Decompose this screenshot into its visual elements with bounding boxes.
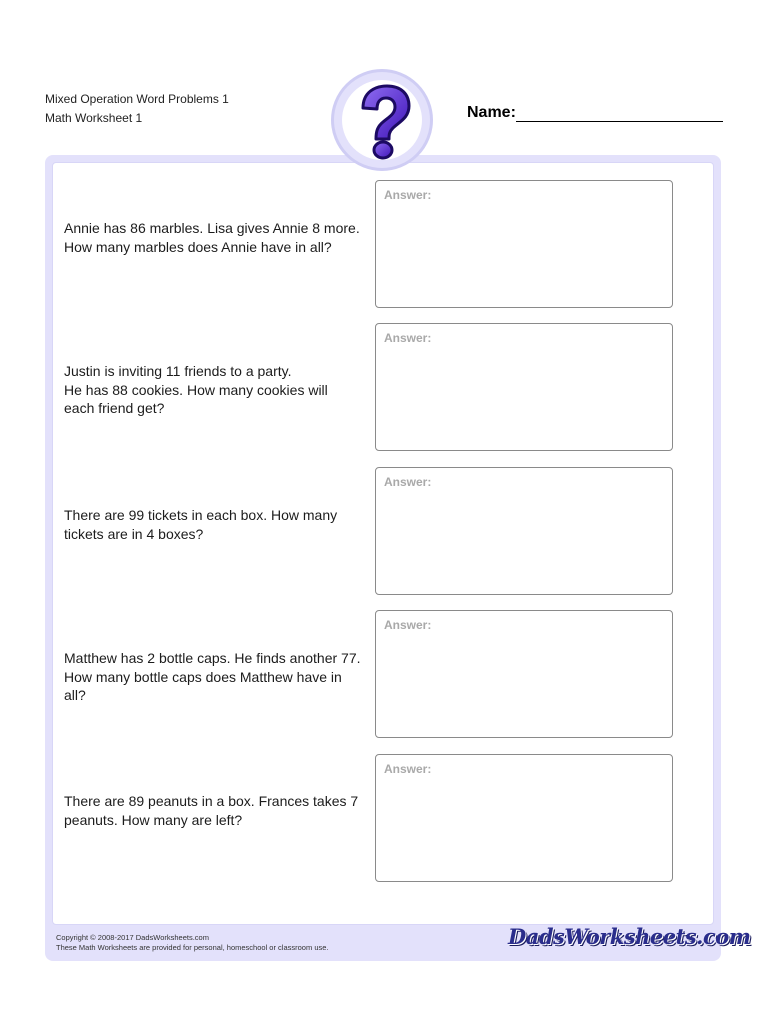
question-logo-badge <box>331 69 433 171</box>
problem-text: Justin is inviting 11 friends to a party. He has 88 cookies. How many cookies will each friend get? <box>64 363 328 416</box>
name-field[interactable] <box>516 121 723 122</box>
worksheet-subtitle: Math Worksheet 1 <box>45 111 143 125</box>
answer-label: Answer: <box>384 475 432 489</box>
copyright-text: Copyright © 2008-2017 DadsWorksheets.com <box>56 933 209 942</box>
answer-box[interactable] <box>375 610 673 738</box>
problem-text: Annie has 86 marbles. Lisa gives Annie 8 more. How many marbles does Annie have in all? <box>64 220 360 255</box>
answer-box[interactable] <box>375 180 673 308</box>
footer-copyright <box>56 933 329 953</box>
answer-label: Answer: <box>384 618 432 632</box>
question-mark-icon <box>349 82 419 162</box>
worksheet-header <box>45 90 229 128</box>
problem-text: There are 89 peanuts in a box. Frances takes 7 peanuts. How many are left? <box>64 793 359 828</box>
answer-box[interactable] <box>375 754 673 882</box>
answer-label: Answer: <box>384 762 432 776</box>
dadsworksheets-logo: DadsWorksheets.com <box>508 924 751 949</box>
problem-text: There are 99 tickets in each box. How many tickets are in 4 boxes? <box>64 507 338 542</box>
worksheet-title: Mixed Operation Word Problems 1 <box>45 92 229 106</box>
answer-box[interactable] <box>375 467 673 595</box>
name-label: Name: <box>467 104 516 121</box>
answer-label: Answer: <box>384 331 432 345</box>
usage-notice: These Math Worksheets are provided for personal, homeschool or classroom use. <box>56 943 329 952</box>
problem-text: Matthew has 2 bottle caps. He finds another 77. How many bottle caps does Matthew have in all? <box>64 650 361 703</box>
answer-box[interactable] <box>375 323 673 451</box>
answer-label: Answer: <box>384 188 432 202</box>
